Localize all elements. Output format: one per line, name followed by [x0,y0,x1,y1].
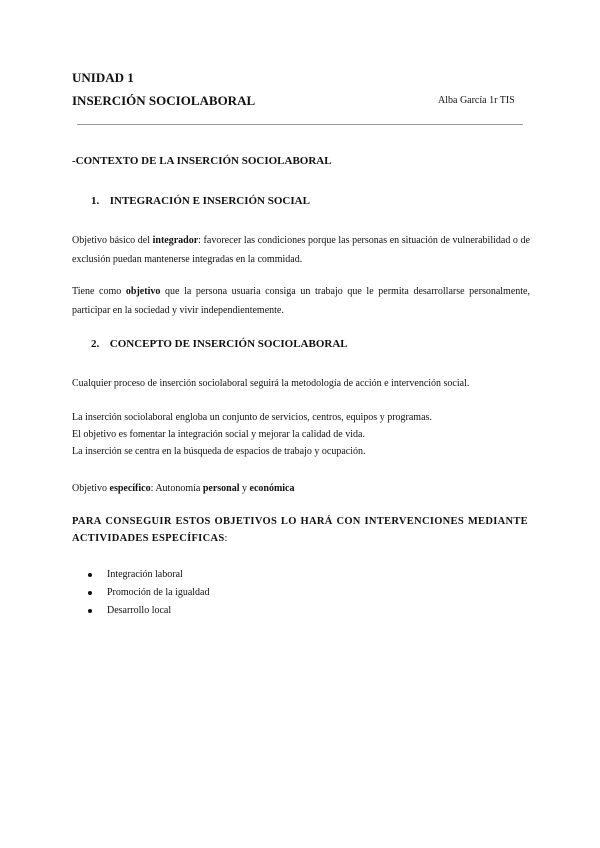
emphasis-heading [72,513,528,547]
emphasis-word: CONSEGUIR [105,516,172,527]
bold-term: económica [249,483,295,494]
emphasis-word: LO [280,516,297,527]
header-divider [77,124,523,125]
bullet-icon [88,573,92,577]
text-run: : Autonomía [150,483,203,494]
section-1-number: 1. [91,195,100,207]
unit-title: INSERCIÓN SOCIOLABORAL [72,93,256,108]
section-1-title: INTEGRACIÓN E INSERCIÓN SOCIAL [109,195,310,207]
bold-term: objetivo [125,286,161,297]
section-1-paragraph-1 [72,231,530,269]
text-run: Objetivo [72,483,110,494]
list-item-label: Desarrollo local [107,605,172,616]
emphasis-word: PARA [72,516,102,527]
text-run: Objetivo básico del [72,235,153,246]
emphasis-word: OBJETIVOS [214,516,278,527]
unit-label: UNIDAD 1 [72,70,134,85]
emphasis-line-1 [72,513,528,530]
text-run: ACTIVIDADES ESPECÍFICAS [72,533,225,544]
section-2-heading [91,338,348,350]
text-line: La inserción sociolaboral engloba un conjunto de servicios, centros, equipos y programas. [72,412,432,423]
context-heading: -CONTEXTO DE LA INSERCIÓN SOCIOLABORAL [72,155,332,167]
bullet-icon [88,591,92,595]
section-2-title: CONCEPTO DE INSERCIÓN SOCIOLABORAL [109,338,348,350]
section-2-lines [72,408,530,459]
emphasis-word: HARÁ [300,516,333,527]
text-run: que la persona usuaria consiga un trabajo que le permita desarrollarse personalmente, participar en la sociedad y vivir independientemente. [72,286,530,316]
bullet-icon [88,609,92,613]
emphasis-word: INTERVENCIONES [364,516,465,527]
emphasis-line-2 [72,530,528,547]
emphasis-word: MEDIANTE [467,516,528,527]
section-1-heading [91,195,310,207]
text-run: : favorecer las condiciones porque las personas en situación de vulnerabilidad o de exclusión puedan mantenerse integradas en la commidad. [72,235,530,265]
emphasis-word: CON [336,516,361,527]
text-run: y [239,483,250,494]
specific-objective [72,479,530,498]
list-item-label: Integración laboral [107,569,183,580]
text-line: La inserción se centra en la búsqueda de espacios de trabajo y ocupación. [72,446,366,457]
text-run: : [224,533,228,544]
section-2-paragraph-1: Cualquier proceso de inserción sociolaboral seguirá la metodología de acción e intervención social. [72,378,470,389]
section-1-paragraph-2 [72,282,530,320]
list-item-label: Promoción de la igualdad [107,587,210,598]
bold-term: integrador [152,235,199,246]
text-line: El objetivo es fomentar la integración social y mejorar la calidad de vida. [72,429,365,440]
bold-term: específico [109,483,151,494]
text-run: Tiene como [72,286,126,297]
activity-list [88,566,209,620]
list-item [88,602,209,620]
bold-term: personal [202,483,240,494]
list-item [88,566,209,584]
list-item [88,584,209,602]
author-name: Alba García 1r TIS [438,95,515,106]
section-2-number: 2. [91,338,100,350]
emphasis-word: ESTOS [175,516,211,527]
